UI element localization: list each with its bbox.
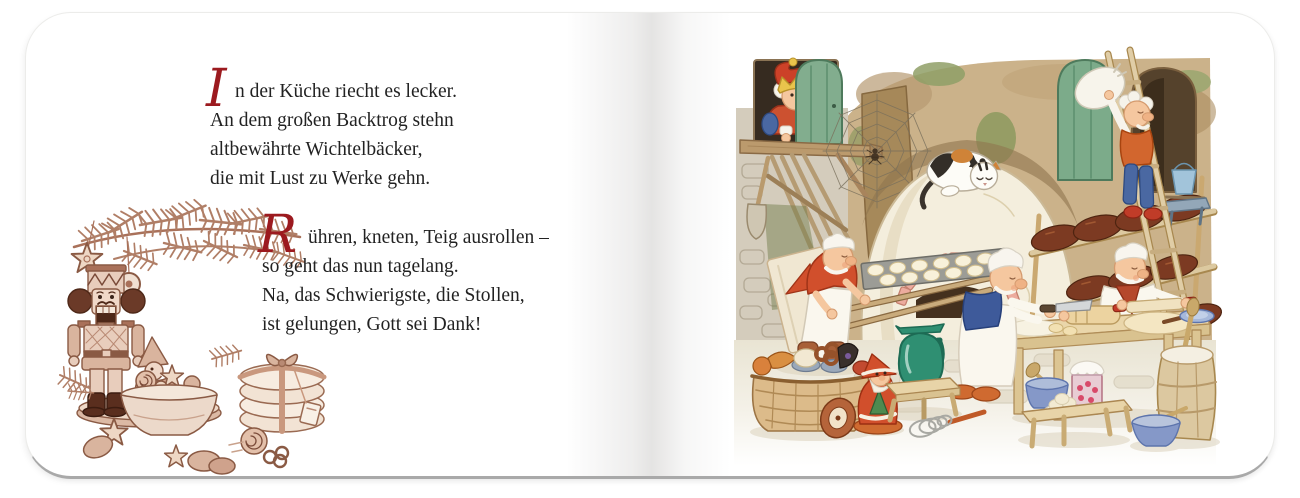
poem-line: Na, das Schwierigste, die Stollen, [262, 285, 525, 306]
poem-stanza-2 [258, 205, 549, 339]
drop-cap-initial: I [206, 59, 227, 119]
poem-line: altbewährte Wichtelbäcker, [210, 139, 423, 160]
book-spine-fold [566, 13, 731, 476]
poem-line: An dem großen Backtrog stehn [210, 110, 454, 131]
poem-line: ist gelungen, Gott sei Dank! [262, 314, 482, 335]
blue-vest [963, 290, 1002, 330]
cookie-stack-with-ribbon [240, 354, 324, 432]
green-shutter [796, 60, 842, 144]
open-book-spread [25, 12, 1275, 479]
cookie-bowl [121, 365, 217, 435]
gnome-bakery-illustration [734, 54, 1216, 466]
poem-stanza-1 [206, 59, 457, 193]
poem-line: R ühren, kneten, Teig ausrollen – [258, 205, 549, 265]
poem-line: die mit Lust zu Werke gehn. [210, 168, 431, 189]
poem-line: so geht das nun tagelang. [262, 256, 459, 277]
orange-vest [1120, 130, 1153, 166]
poem-line: I n der Küche riecht es lecker. [206, 59, 457, 119]
drop-cap-initial: R [258, 205, 298, 265]
